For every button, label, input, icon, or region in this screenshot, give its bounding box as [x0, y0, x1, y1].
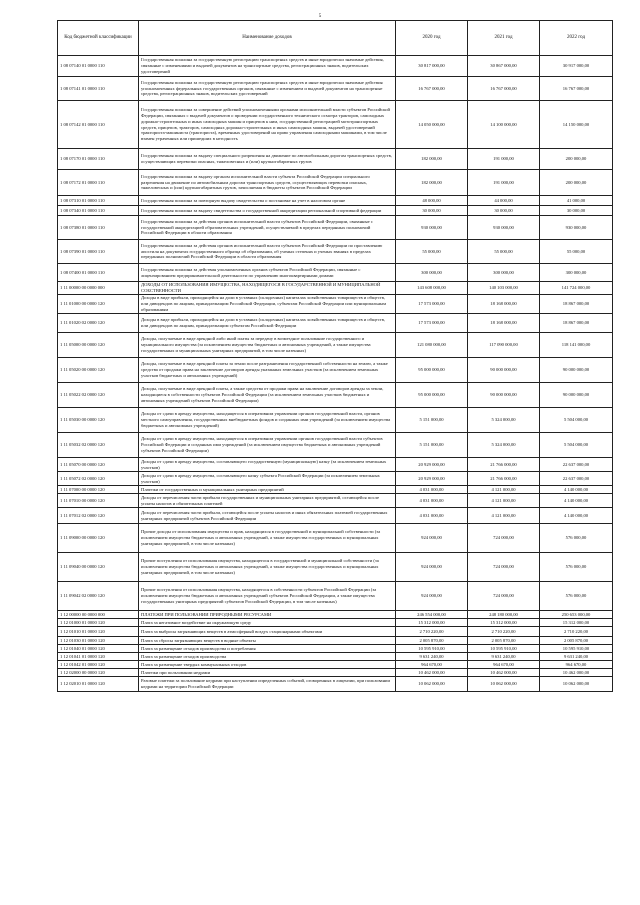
row-code: 1 12 00000 00 0000 000 — [58, 611, 139, 619]
row-value-2022: 250 653 000,00 — [540, 611, 613, 619]
row-name: Доходы от сдачи в аренду имущества, находящегося в оперативном управлении органов государственной власти, органов местного самоуправления, государственных внебюджетных фондов и созданных ими учреждений (за исключением имущества бюджетных и автономных учреждений) — [139, 408, 396, 433]
row-code: 1 08 07142 01 0000 110 — [58, 101, 139, 149]
table-row — [58, 196, 613, 206]
row-value-2021: 14 100 000,00 — [468, 101, 540, 149]
table-row — [58, 264, 613, 282]
table-row — [58, 486, 613, 494]
row-value-2020: 10 595 910,00 — [396, 645, 468, 653]
row-value-2020: 20 929 000,00 — [396, 472, 468, 486]
row-value-2020: 10 462 000,00 — [396, 669, 468, 677]
row-value-2020: 246 554 000,00 — [396, 611, 468, 619]
table-row — [58, 149, 613, 170]
row-code: 1 11 05020 00 0000 120 — [58, 358, 139, 383]
row-value-2022: 30 000,00 — [540, 206, 613, 216]
page-number: 5 — [318, 14, 322, 19]
table-row — [58, 383, 613, 408]
row-name: Плата за размещение твердых коммунальных отходов — [139, 661, 396, 669]
row-name: Плата за размещение отходов производства и потребления — [139, 645, 396, 653]
row-value-2021: 191 000,00 — [468, 170, 540, 196]
table-row — [58, 508, 613, 524]
row-value-2021: 21 766 000,00 — [468, 472, 540, 486]
row-value-2020: 2 710 220,00 — [396, 627, 468, 637]
row-code: 1 12 02010 01 0000 120 — [58, 677, 139, 692]
table-row — [58, 433, 613, 458]
row-value-2022: 22 637 000,00 — [540, 458, 613, 472]
row-value-2022: 576 000,00 — [540, 553, 613, 582]
row-value-2021: 724 000,00 — [468, 524, 540, 553]
row-value-2021: 90 000 000,00 — [468, 358, 540, 383]
row-value-2022: 930 000,00 — [540, 216, 613, 240]
row-code: 1 11 05000 00 0000 120 — [58, 333, 139, 358]
table-row — [58, 653, 613, 661]
table-row — [58, 627, 613, 637]
row-value-2021: 44 000,00 — [468, 196, 540, 206]
table-row — [58, 408, 613, 433]
row-value-2021: 117 090 000,00 — [468, 333, 540, 358]
row-name: Платежи при пользовании недрами — [139, 669, 396, 677]
header-year-2022: 2022 год — [540, 21, 613, 56]
row-value-2022: 576 000,00 — [540, 524, 613, 553]
row-value-2022: 16 767 000,00 — [540, 77, 613, 101]
row-value-2020: 4 031 000,00 — [396, 508, 468, 524]
row-value-2022: 576 000,00 — [540, 582, 613, 611]
table-row — [58, 677, 613, 692]
row-code: 1 08 07170 01 0000 110 — [58, 149, 139, 170]
row-value-2020: 924 000,00 — [396, 524, 468, 553]
row-value-2020: 17 573 000,00 — [396, 295, 468, 314]
row-value-2021: 10 062 000,00 — [468, 677, 540, 692]
table-row — [58, 101, 613, 149]
row-name: Плата за негативное воздействие на окружающую среду — [139, 619, 396, 627]
row-code: 1 11 05070 00 0000 120 — [58, 458, 139, 472]
row-value-2022: 18 867 000,00 — [540, 314, 613, 333]
row-value-2022: 118 141 000,00 — [540, 333, 613, 358]
row-value-2020: 924 000,00 — [396, 582, 468, 611]
row-code: 1 11 01000 00 0000 120 — [58, 295, 139, 314]
row-value-2020: 30 000,00 — [396, 206, 468, 216]
row-code: 1 08 07141 01 0000 110 — [58, 77, 139, 101]
row-value-2022: 300 000,00 — [540, 264, 613, 282]
row-code: 1 08 07140 01 0000 110 — [58, 56, 139, 77]
row-value-2022: 18 867 000,00 — [540, 295, 613, 314]
table-row — [58, 458, 613, 472]
row-code: 1 11 01020 02 0000 120 — [58, 314, 139, 333]
row-value-2021: 4 121 000,00 — [468, 508, 540, 524]
row-name: Государственная пошлина за выдачу свидетельства о государственной аккредитации региональной спортивной федерации — [139, 206, 396, 216]
row-value-2021: 2 005 870,00 — [468, 637, 540, 645]
row-value-2022: 200 000,00 — [540, 170, 613, 196]
header-year-2021: 2021 год — [468, 21, 540, 56]
row-code: 1 11 07000 00 0000 120 — [58, 486, 139, 494]
row-value-2020: 20 929 000,00 — [396, 458, 468, 472]
row-value-2021: 724 000,00 — [468, 582, 540, 611]
row-value-2022: 10 462 000,00 — [540, 669, 613, 677]
row-name: Доходы в виде прибыли, приходящейся на доли в уставных (складочных) капиталах хозяйственных товариществ и обществ, или дивидендов по акциям, принадлежащим субъектам Российской Федерации — [139, 314, 396, 333]
row-value-2021: 10 595 910,00 — [468, 645, 540, 653]
row-name: Государственная пошлина за выдачу органом исполнительной власти субъекта Российской Федерации специального разрешения на движение по автомобильным дорогам транспортных средств, осуществляющих перевозки опасных, тяжеловесных и (или) крупногабаритных грузов, зачисляемая в бюджеты субъектов Российской Федерации — [139, 170, 396, 196]
row-value-2021: 964 670,00 — [468, 661, 540, 669]
row-value-2020: 16 767 000,00 — [396, 77, 468, 101]
row-code: 1 11 05072 02 0000 120 — [58, 472, 139, 486]
row-value-2020: 14 050 000,00 — [396, 101, 468, 149]
row-value-2021: 2 710 220,00 — [468, 627, 540, 637]
row-name: Государственная пошлина за государственную регистрацию транспортных средств и иные юридически значимые действия, связанные с изменениями и выдачей документов на транспортные средства, регистрационных знаков, водительских удостоверений — [139, 56, 396, 77]
table-row — [58, 494, 613, 508]
table-row — [58, 314, 613, 333]
table-row — [58, 619, 613, 627]
revenue-table — [57, 20, 613, 692]
row-value-2022: 5 504 000,00 — [540, 408, 613, 433]
row-value-2021: 930 000,00 — [468, 216, 540, 240]
row-value-2020: 924 000,00 — [396, 553, 468, 582]
row-value-2022: 2 710 220,00 — [540, 627, 613, 637]
row-code: 1 08 07380 01 0000 110 — [58, 216, 139, 240]
row-name: Разовые платежи за пользование недрами при наступлении определенных событий, оговоренных в лицензии, при пользовании недрами на территории Российской Федерации — [139, 677, 396, 692]
row-name: Плата за размещение отходов производства — [139, 653, 396, 661]
row-name: Государственная пошлина за действия органов исполнительной власти субъектов Российской Федерации по проставлению апостиля на документах государственного образца об образовании, об ученых степенях и ученых званиях в пределах переданных полномочий Российской Федерации в области образования — [139, 240, 396, 264]
table-row — [58, 295, 613, 314]
row-code: 1 11 05030 00 0000 120 — [58, 408, 139, 433]
row-value-2020: 9 631 240,00 — [396, 653, 468, 661]
row-code: 1 12 01000 01 0000 120 — [58, 619, 139, 627]
row-name: Государственная пошлина за совершение действий уполномоченными органами исполнительной власти субъектов Российской Федерации, связанных с выдачей документов о проведении государственного технического осмотра тракторов, самоходных дорожно-строительных и иных самоходных машин и прицепов к ним, государственной регистрацией мототранспортных средств, прицепов, тракторов, самоходных дорожно-строительных и иных самоходных машин, выдачей удостоверений тракториста-машиниста (тракториста), временных удостоверений на право управления самоходными машинами, в том числе взамен утраченных или пришедших в негодность — [139, 101, 396, 149]
row-code: 1 12 01030 01 0000 120 — [58, 637, 139, 645]
row-value-2022: 2 005 870,00 — [540, 637, 613, 645]
row-value-2020: 300 000,00 — [396, 264, 468, 282]
row-code: 1 08 07400 01 0000 110 — [58, 264, 139, 282]
row-value-2022: 90 000 000,00 — [540, 358, 613, 383]
row-value-2020: 182 000,00 — [396, 170, 468, 196]
table-section-row — [58, 282, 613, 295]
row-value-2020: 5 151 000,00 — [396, 433, 468, 458]
table-body — [58, 56, 613, 692]
row-value-2021: 5 324 000,00 — [468, 408, 540, 433]
header-code: Код бюджетной классификации — [58, 21, 139, 56]
row-name: Доходы от сдачи в аренду имущества, находящегося в оперативном управлении органов государственной власти субъектов Российской Федерации и созданных ими учреждений (за исключением имущества бюджетных и автономных учреждений субъектов Российской Федерации) — [139, 433, 396, 458]
row-value-2020: 2 005 870,00 — [396, 637, 468, 645]
row-value-2022: 90 000 000,00 — [540, 383, 613, 408]
row-value-2021: 10 462 000,00 — [468, 669, 540, 677]
header-name: Наименование доходов — [139, 21, 396, 56]
row-value-2022: 4 140 000,00 — [540, 486, 613, 494]
row-value-2022: 22 637 000,00 — [540, 472, 613, 486]
row-value-2022: 4 140 000,00 — [540, 494, 613, 508]
row-name: Прочие поступления от использования имущества, находящегося в собственности субъектов Российской Федерации (за исключением имущества бюджетных и автономных учреждений субъектов Российской Федерации, а также имущества государственных унитарных предприятий субъектов Российской Федерации, в том числе казенных) — [139, 582, 396, 611]
row-code: 1 11 09000 00 0000 120 — [58, 524, 139, 553]
row-code: 1 08 07390 01 0000 110 — [58, 240, 139, 264]
row-value-2021: 30 867 000,00 — [468, 56, 540, 77]
row-value-2022: 55 000,00 — [540, 240, 613, 264]
row-code: 1 11 00000 00 0000 000 — [58, 282, 139, 295]
row-value-2020: 95 000 000,00 — [396, 383, 468, 408]
row-value-2020: 143 608 000,00 — [396, 282, 468, 295]
row-code: 1 11 09040 00 0000 120 — [58, 553, 139, 582]
row-name: ПЛАТЕЖИ ПРИ ПОЛЬЗОВАНИИ ПРИРОДНЫМИ РЕСУРСАМИ — [139, 611, 396, 619]
row-value-2022: 10 062 000,00 — [540, 677, 613, 692]
table-row — [58, 170, 613, 196]
table-row — [58, 661, 613, 669]
row-value-2020: 930 000,00 — [396, 216, 468, 240]
row-value-2020: 15 312 000,00 — [396, 619, 468, 627]
row-value-2021: 5 324 000,00 — [468, 433, 540, 458]
row-value-2021: 55 000,00 — [468, 240, 540, 264]
row-code: 1 11 07012 02 0000 120 — [58, 508, 139, 524]
table-row — [58, 524, 613, 553]
row-value-2021: 724 000,00 — [468, 553, 540, 582]
row-code: 1 11 05022 02 0000 120 — [58, 383, 139, 408]
row-value-2022: 9 631 240,00 — [540, 653, 613, 661]
row-value-2021: 4 121 000,00 — [468, 494, 540, 508]
row-name: Плата за выбросы загрязняющих веществ в атмосферный воздух стационарными объектами — [139, 627, 396, 637]
row-value-2021: 15 312 000,00 — [468, 619, 540, 627]
row-value-2020: 30 817 000,00 — [396, 56, 468, 77]
row-value-2021: 30 000,00 — [468, 206, 540, 216]
row-code: 1 11 07010 00 0000 120 — [58, 494, 139, 508]
table-row — [58, 472, 613, 486]
row-value-2020: 121 080 000,00 — [396, 333, 468, 358]
table-row — [58, 333, 613, 358]
row-value-2021: 90 000 000,00 — [468, 383, 540, 408]
row-code: 1 12 01010 01 0000 120 — [58, 627, 139, 637]
row-name: Плата за сбросы загрязняющих веществ в водные объекты — [139, 637, 396, 645]
row-name: Прочие поступления от использования имущества, находящегося в государственной и муниципальной собственности (за исключением имущества бюджетных и автономных учреждений, а также имущества государственных и муниципальных унитарных предприятий, в том числе казенных) — [139, 553, 396, 582]
row-value-2022: 4 140 000,00 — [540, 508, 613, 524]
table-row — [58, 645, 613, 653]
row-name: Государственная пошлина за повторную выдачу свидетельства о постановке на учет в налоговом органе — [139, 196, 396, 206]
table-row — [58, 358, 613, 383]
row-value-2022: 15 312 000,00 — [540, 619, 613, 627]
row-code: 1 08 07340 01 0000 110 — [58, 206, 139, 216]
row-name: Доходы, получаемые в виде арендной платы, а также средства от продажи права на заключение договоров аренды за земли, находящиеся в собственности субъектов Российской Федерации (за исключением земельных участков бюджетных и автономных учреждений субъектов Российской Федерации) — [139, 383, 396, 408]
row-value-2020: 95 000 000,00 — [396, 358, 468, 383]
header-year-2020: 2020 год — [396, 21, 468, 56]
row-name: Доходы, получаемые в виде арендной платы за земли после разграничения государственной собственности на землю, а также средства от продажи права на заключение договоров аренды указанных земельных участков (за исключением земельных участков бюджетных и автономных учреждений) — [139, 358, 396, 383]
row-value-2022: 964 670,00 — [540, 661, 613, 669]
row-value-2021: 18 168 000,00 — [468, 314, 540, 333]
row-name: Доходы от перечисления части прибыли, остающейся после уплаты налогов и иных обязательных платежей государственных унитарных предприятий субъектов Российской Федерации — [139, 508, 396, 524]
row-name: Доходы от перечисления части прибыли государственных и муниципальных унитарных предприятий, остающейся после уплаты налогов и обязательных платежей — [139, 494, 396, 508]
row-value-2020: 48 000,00 — [396, 196, 468, 206]
row-value-2020: 4 031 000,00 — [396, 494, 468, 508]
table-row — [58, 669, 613, 677]
table-header-row — [58, 21, 613, 56]
row-code: 1 11 09042 02 0000 120 — [58, 582, 139, 611]
row-name: Платежи от государственных и муниципальных унитарных предприятий — [139, 486, 396, 494]
table-row — [58, 206, 613, 216]
row-value-2022: 14 150 000,00 — [540, 101, 613, 149]
row-code: 1 12 02000 00 0000 120 — [58, 669, 139, 677]
row-value-2022: 41 000,00 — [540, 196, 613, 206]
row-value-2022: 30 917 000,00 — [540, 56, 613, 77]
row-value-2021: 16 767 000,00 — [468, 77, 540, 101]
row-value-2021: 9 631 240,00 — [468, 653, 540, 661]
row-name: Доходы от сдачи в аренду имущества, составляющего казну субъекта Российской Федерации (за исключением земельных участков) — [139, 472, 396, 486]
row-value-2022: 10 595 910,00 — [540, 645, 613, 653]
row-name: Доходы от сдачи в аренду имущества, составляющего государственную (муниципальную) казну (за исключением земельных участков) — [139, 458, 396, 472]
table-row — [58, 553, 613, 582]
row-value-2022: 5 504 000,00 — [540, 433, 613, 458]
row-value-2020: 4 031 000,00 — [396, 486, 468, 494]
row-name: ДОХОДЫ ОТ ИСПОЛЬЗОВАНИЯ ИМУЩЕСТВА, НАХОДЯЩЕГОСЯ В ГОСУДАРСТВЕННОЙ И МУНИЦИПАЛЬНОЙ СОБСТВЕННОСТИ — [139, 282, 396, 295]
row-code: 1 12 01041 01 0000 120 — [58, 653, 139, 661]
table-row — [58, 582, 613, 611]
row-name: Прочие доходы от использования имущества и прав, находящихся в государственной и муниципальной собственности (за исключением имущества бюджетных и автономных учреждений, а также имущества государственных и муниципальных унитарных предприятий, в том числе казенных) — [139, 524, 396, 553]
row-code: 1 12 01042 01 0000 120 — [58, 661, 139, 669]
row-value-2020: 17 573 000,00 — [396, 314, 468, 333]
row-value-2021: 4 121 000,00 — [468, 486, 540, 494]
row-value-2021: 18 168 000,00 — [468, 295, 540, 314]
row-name: Доходы в виде прибыли, приходящейся на доли в уставных (складочных) капиталах хозяйственных товариществ и обществ, или дивидендов по акциям, принадлежащим Российской Федерации, субъектам Российской Федерации или муниципальным образованиям — [139, 295, 396, 314]
row-value-2020: 5 151 000,00 — [396, 408, 468, 433]
table-row — [58, 77, 613, 101]
row-code: 1 08 07310 01 0000 110 — [58, 196, 139, 206]
row-code: 1 08 07172 01 0000 110 — [58, 170, 139, 196]
row-value-2021: 248 180 000,00 — [468, 611, 540, 619]
row-name: Государственная пошлина за действия уполномоченных органов субъектов Российской Федерации, связанные с лицензированием предпринимательской деятельности по управлению многоквартирными домами — [139, 264, 396, 282]
row-value-2022: 141 724 000,00 — [540, 282, 613, 295]
table-row — [58, 216, 613, 240]
row-name: Государственная пошлина за государственную регистрацию транспортных средств и иные юридически значимые действия уполномоченных федеральных государственных органов, связанные с изменением и выдачей документов на транспортные средства, регистрационных знаков, водительских удостоверений — [139, 77, 396, 101]
table-section-row — [58, 611, 613, 619]
row-value-2021: 21 766 000,00 — [468, 458, 540, 472]
row-name: Государственная пошлина за действия органов исполнительной власти субъектов Российской Федерации, связанные с государственной аккредитацией образовательных учреждений, осуществляемой в пределах переданных полномочий Российской Федерации в области образования — [139, 216, 396, 240]
row-value-2022: 200 000,00 — [540, 149, 613, 170]
row-value-2021: 300 000,00 — [468, 264, 540, 282]
row-name: Доходы, получаемые в виде арендной либо иной платы за передачу в возмездное пользование государственного и муниципального имущества (за исключением имущества бюджетных и автономных учреждений, а также имущества государственных и муниципальных унитарных предприятий, в том числе казенных) — [139, 333, 396, 358]
row-value-2020: 964 670,00 — [396, 661, 468, 669]
row-value-2021: 191 000,00 — [468, 149, 540, 170]
row-value-2020: 10 062 000,00 — [396, 677, 468, 692]
row-code: 1 11 05032 02 0000 120 — [58, 433, 139, 458]
row-name: Государственная пошлина за выдачу специального разрешения на движение по автомобильным дорогам транспортных средств, осуществляющих перевозки опасных, тяжеловесных и (или) крупногабаритных грузов — [139, 149, 396, 170]
row-value-2021: 140 103 000,00 — [468, 282, 540, 295]
row-code: 1 12 01040 01 0000 120 — [58, 645, 139, 653]
row-value-2020: 55 000,00 — [396, 240, 468, 264]
row-value-2020: 182 000,00 — [396, 149, 468, 170]
table-row — [58, 637, 613, 645]
table-row — [58, 240, 613, 264]
table-row — [58, 56, 613, 77]
